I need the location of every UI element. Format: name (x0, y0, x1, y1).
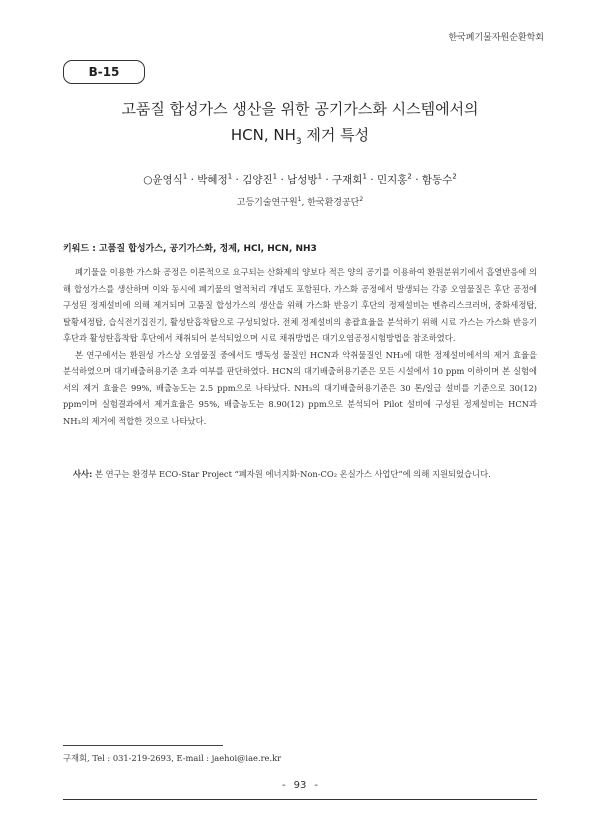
affiliation-sup-2: 2 (359, 196, 364, 203)
page-number-value: 93 (293, 780, 307, 791)
title-line-1: 고품질 합성가스 생산을 위한 공기가스화 시스템에서의 (121, 100, 479, 118)
acknowledgement-text: 본 연구는 환경부 ECO-Star Project “폐자원 에너지화·Non-CO₂ 온실가스 사업단”에 의해 지원되었습니다. (92, 469, 491, 479)
acknowledgement (63, 466, 537, 483)
author-5: · 구재회 (322, 174, 363, 186)
affiliation-sup-1: 1 (297, 196, 302, 203)
author-2: · 박혜정 (187, 174, 228, 186)
author-4-sup: 1 (317, 172, 323, 181)
abstract-paragraph-2: 본 연구에서는 환원성 가스상 오염물질 중에서도 맹독성 물질인 HCN과 악취물질인 NH₃에 대한 정제설비에서의 제거 효율을 분석하였으며 대기배출허용기준 초과 여부를 판단하였다. HCN의 대기배출허용기준은 모든 시설에서 10 ppm 이하이며 본 실험에서의 제거 효율은 99%, 배출농도는 2.5 ppm으로 나타났다. NH₃의 대기배출허용기준은 30 톤/일급 설비를 기준으로 30(12) ppm이며 실험결과에서 제거효율은 95%, 배출농도는 8.90(12) ppm으로 분석되어 Pilot 설비에 구성된 정제설비는 HCN과 NH₃의 제거에 적합한 것으로 나타났다. (63, 349, 537, 426)
author-list (63, 172, 537, 187)
paper-id-badge: B-15 (63, 60, 145, 84)
author-1-sup: 1 (182, 172, 188, 181)
abstract (63, 264, 537, 429)
author-5-sup: 1 (362, 172, 367, 181)
author-6-sup: 2 (407, 172, 412, 181)
affiliation-org-2: 한국환경공단 (307, 198, 360, 208)
footnote-divider (63, 745, 223, 746)
author-2-sup: 1 (227, 172, 233, 181)
title-line-2-a: HCN, NH (230, 126, 296, 144)
page-number-dash-left: - (282, 780, 286, 791)
title-line-2 (63, 122, 537, 155)
paper-title (63, 96, 537, 155)
footnote-contact: 구재회, Tel : 031-219-2693, E-mail : jaehoi@iae.re.kr (63, 753, 282, 763)
affiliation-org-1: 고등기술연구원 (236, 198, 298, 208)
acknowledgement-label: 사사: (73, 469, 93, 479)
author-6: · 민지홍 (366, 174, 408, 186)
title-line-2-b: 제거 특성 (301, 126, 370, 144)
title-line-2-sub: 3 (295, 137, 302, 147)
author-4: · 남성방 (277, 174, 318, 186)
society-name: 한국폐기물자원순환학회 (448, 33, 544, 43)
author-1: ○윤영식 (143, 174, 183, 186)
author-3-sup: 1 (272, 172, 278, 181)
author-7-sup: 2 (452, 172, 457, 181)
affiliation-sep: , (301, 198, 308, 208)
author-3: · 김양진 (232, 174, 273, 186)
page-number-dash-right: - (314, 780, 318, 791)
abstract-paragraph-1: 폐기물을 이용한 가스화 공정은 이론적으로 요구되는 산화제의 양보다 적은 양의 공기를 이용하여 환원분위기에서 흡열반응에 의해 합성가스를 생산하며 이와 동시에 폐기물의 열적처리 개념도 포함된다. 가스화 공정에서 발생되는 각종 오염물질은 후단 공정에 구성된 정제설비에 의해 제거되며 고품질 합성가스의 생산을 위해 가스화 반응기 후단의 정제설비는 벤츄리스크러버, 중화세정탑, 탈황세정탑, 습식전기집진기, 활성탄흡착탑으로 구성되었다. 전체 정제설비의 총괄효율을 분석하기 위해 시료 가스는 가스화 반응기 후단과 활성탄흡착탑 후단에서 채취되어 분석되었으며 시료 채취방법은 대기오염공정시험방법을 참조하였다. (63, 267, 537, 343)
keywords: 키워드 : 고품질 합성가스, 공기가스화, 정제, HCl, HCN, NH3 (63, 244, 317, 254)
affiliation (63, 195, 537, 208)
bottom-rule (63, 799, 537, 800)
page-number (0, 780, 600, 791)
author-7: · 함동수 (411, 174, 453, 186)
